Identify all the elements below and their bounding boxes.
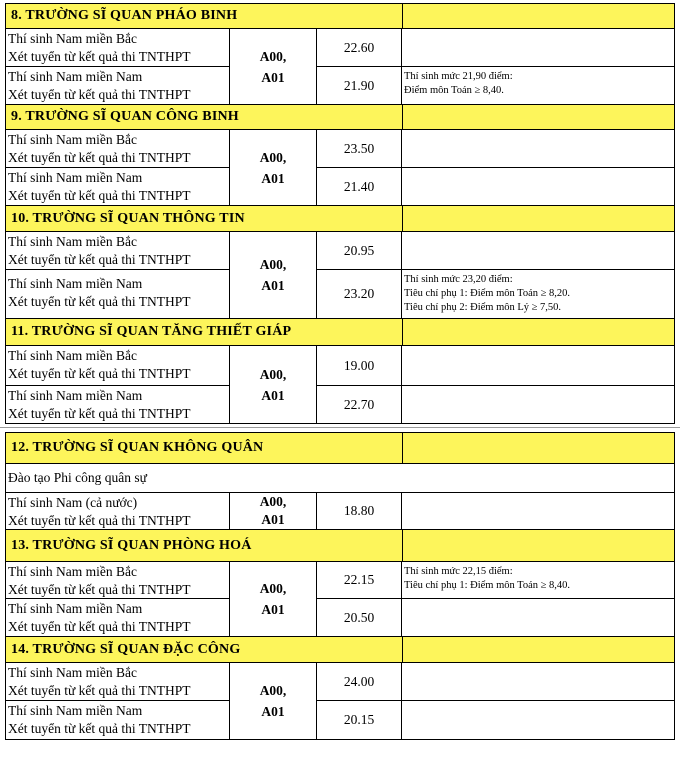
score-cell [317,599,402,637]
benchmark-score: 22.15 [343,572,375,587]
training-program-label: Đào tạo Phi công quân sự [8,470,147,485]
note-cell [402,29,675,67]
subject-combination [230,562,317,637]
note-cell [402,599,675,637]
section-header [5,104,675,130]
note-cell [402,562,675,599]
benchmark-score: 23.20 [343,286,375,301]
score-cell [317,663,402,701]
note-cell [402,663,675,701]
candidate-group-cell [5,29,230,67]
page-break-gap [0,425,680,431]
candidate-group: Thí sinh Nam miền Nam [8,388,143,403]
note-cell [402,232,675,270]
note-line: Thí sinh mức 23,20 điểm: [404,274,513,285]
combo-line: A01 [261,170,285,186]
subject-combination [230,346,317,424]
combo-line: A01 [261,69,285,85]
candidate-group-cell [5,346,230,386]
candidate-group: Thí sinh Nam miền Nam [8,703,143,718]
section-title: 14. TRƯỜNG SĨ QUAN ĐẶC CÔNG [11,641,241,657]
score-cell [317,168,402,206]
score-cell [317,29,402,67]
note-cell [402,270,675,319]
benchmark-score: 20.15 [343,712,375,727]
candidate-group: Thí sinh Nam miền Bắc [8,564,137,579]
admission-method: Xét tuyển từ kết quả thi TNTHPT [8,619,191,634]
score-cell [317,386,402,424]
combo-line: A00, [259,48,287,64]
section-header [5,205,675,232]
candidate-group: Thí sinh Nam miền Bắc [8,348,137,363]
admission-method: Xét tuyển từ kết quả thi TNTHPT [8,150,191,165]
candidate-group-cell [5,130,230,168]
candidate-group: Thí sinh Nam miền Nam [8,276,143,291]
section-header [5,432,675,464]
note-line: Tiêu chí phụ 1: Điểm môn Toán ≥ 8,20. [404,288,571,299]
benchmark-score: 20.50 [343,609,375,625]
admission-method: Xét tuyển từ kết quả thi TNTHPT [8,49,191,64]
admission-method: Xét tuyển từ kết quả thi TNTHPT [8,582,191,597]
combo-line: A00, [259,149,287,165]
candidate-group: Thí sinh Nam (cả nước) [8,495,138,510]
note-line: Điểm môn Toán ≥ 8,40. [404,85,504,96]
admission-method: Xét tuyển từ kết quả thi TNTHPT [8,188,191,203]
section-title: 9. TRƯỜNG SĨ QUAN CÔNG BINH [11,109,239,124]
admission-method: Xét tuyển từ kết quả thi TNTHPT [8,87,191,102]
candidate-group-cell [5,270,230,319]
candidate-group-cell [5,67,230,105]
note-line: Tiêu chí phụ 1: Điểm môn Toán ≥ 8,40. [404,580,571,591]
section-header [5,529,675,562]
score-cell [317,130,402,168]
candidate-group-cell [5,168,230,206]
benchmark-score: 19.00 [343,357,375,373]
combo-line: A00, [259,257,287,272]
subject-combination [230,493,317,530]
admission-method: Xét tuyển từ kết quả thi TNTHPT [8,406,191,421]
note-cell [402,346,675,386]
combo-line: A00, [259,581,287,596]
subject-combination [230,130,317,206]
benchmark-score: 22.60 [343,39,375,55]
candidate-group: Thí sinh Nam miền Nam [8,601,143,616]
candidate-group-cell [5,701,230,740]
admission-method: Xét tuyển từ kết quả thi TNTHPT [8,294,191,309]
benchmark-score: 21.40 [343,178,375,194]
benchmark-score: 22.70 [343,396,375,412]
candidate-group-cell [5,599,230,637]
admission-method: Xét tuyển từ kết quả thi TNTHPT [8,252,191,267]
candidate-group: Thí sinh Nam miền Bắc [8,31,137,46]
score-cell [317,67,402,105]
note-cell [402,386,675,424]
section-title: 10. TRƯỜNG SĨ QUAN THÔNG TIN [11,210,245,226]
benchmark-score: 21.90 [343,77,375,93]
score-cell [317,493,402,530]
combo-line: A01 [261,704,285,719]
candidate-group: Thí sinh Nam miền Bắc [8,234,137,249]
combo-line: A01 [261,602,285,617]
note-line: Thí sinh mức 21,90 điểm: [404,71,513,82]
admission-method: Xét tuyển từ kết quả thi TNTHPT [8,366,191,381]
page-break-divider [0,427,680,428]
candidate-group-cell [5,493,230,530]
note-line: Tiêu chí phụ 2: Điểm môn Lý ≥ 7,50. [404,302,562,313]
note-cell [402,130,675,168]
candidate-group: Thí sinh Nam miền Nam [8,69,143,84]
combo-line: A00, [259,683,287,698]
candidate-group-cell [5,386,230,424]
admission-method: Xét tuyển từ kết quả thi TNTHPT [8,513,191,528]
candidate-group: Thí sinh Nam miền Bắc [8,132,137,147]
score-cell [317,701,402,740]
combo-line: A00, [259,366,287,382]
admission-method: Xét tuyển từ kết quả thi TNTHPT [8,721,191,736]
score-cell [317,270,402,319]
note-cell [402,67,675,105]
subject-combination [230,29,317,105]
admission-method: Xét tuyển từ kết quả thi TNTHPT [8,683,191,698]
candidate-group: Thí sinh Nam miền Nam [8,170,143,185]
benchmark-score: 20.95 [343,242,375,258]
candidate-group-cell [5,663,230,701]
section-title: 13. TRƯỜNG SĨ QUAN PHÒNG HOÁ [11,537,252,553]
candidate-group: Thí sinh Nam miền Bắc [8,665,137,680]
section-header [5,318,675,346]
benchmark-score: 24.00 [343,673,375,689]
combo-line: A01 [261,387,285,403]
note-cell [402,168,675,206]
training-program-row [5,464,675,493]
section-header [5,636,675,663]
note-line: Thí sinh mức 22,15 điểm: [404,566,513,577]
score-cell [317,346,402,386]
score-cell [317,232,402,270]
candidate-group-cell [5,562,230,599]
subject-combination [230,663,317,740]
section-title: 8. TRƯỜNG SĨ QUAN PHÁO BINH [11,8,238,23]
score-cell [317,562,402,599]
combo-line: A01 [261,512,285,527]
note-cell [402,701,675,740]
section-title: 12. TRƯỜNG SĨ QUAN KHÔNG QUÂN [11,440,264,455]
benchmark-score: 18.80 [343,503,375,518]
combo-line: A00, [259,494,287,509]
note-cell [402,493,675,530]
benchmark-score: 23.50 [343,140,375,156]
subject-combination [230,232,317,319]
section-header [5,3,675,29]
combo-line: A01 [261,278,285,293]
section-title: 11. TRƯỜNG SĨ QUAN TĂNG THIẾT GIÁP [11,324,292,339]
candidate-group-cell [5,232,230,270]
